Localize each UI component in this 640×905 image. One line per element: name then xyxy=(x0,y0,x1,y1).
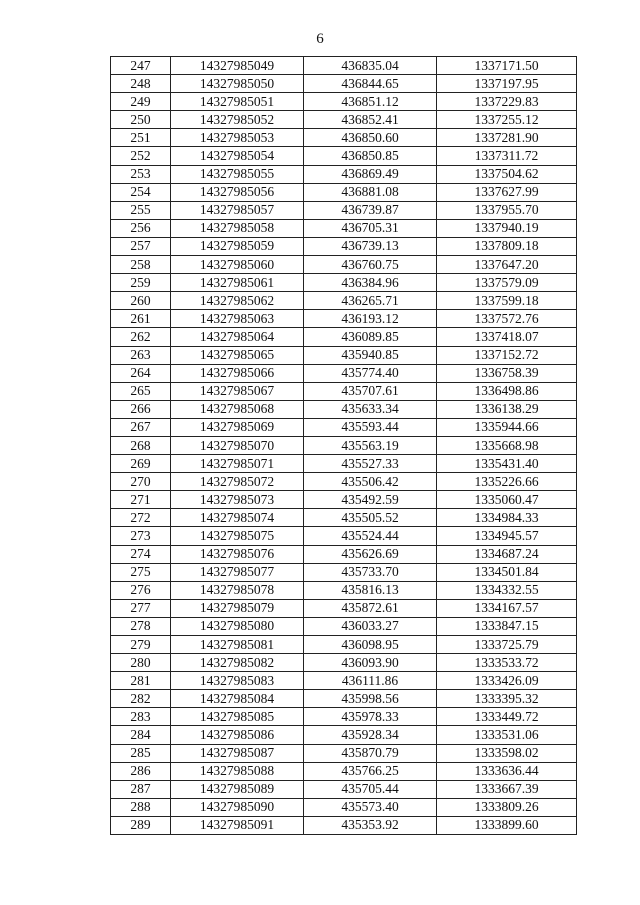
x-coordinate-cell: 436384.96 xyxy=(304,274,437,292)
table-row xyxy=(111,509,577,527)
point-id-cell: 14327985072 xyxy=(171,473,304,491)
y-coordinate-cell: 1333426.09 xyxy=(437,672,577,690)
point-id-cell: 14327985081 xyxy=(171,636,304,654)
x-coordinate-cell: 436093.90 xyxy=(304,654,437,672)
y-coordinate-cell: 1337418.07 xyxy=(437,328,577,346)
point-number-cell: 256 xyxy=(111,219,171,237)
y-coordinate-cell: 1337572.76 xyxy=(437,310,577,328)
point-number-cell: 250 xyxy=(111,111,171,129)
y-coordinate-cell: 1333533.72 xyxy=(437,654,577,672)
table-row xyxy=(111,780,577,798)
point-id-cell: 14327985049 xyxy=(171,57,304,75)
y-coordinate-cell: 1334945.57 xyxy=(437,527,577,545)
point-id-cell: 14327985082 xyxy=(171,654,304,672)
table-row xyxy=(111,346,577,364)
table-row xyxy=(111,690,577,708)
y-coordinate-cell: 1336138.29 xyxy=(437,400,577,418)
point-id-cell: 14327985079 xyxy=(171,599,304,617)
table-row xyxy=(111,310,577,328)
table-row xyxy=(111,292,577,310)
x-coordinate-cell: 436869.49 xyxy=(304,165,437,183)
x-coordinate-cell: 435766.25 xyxy=(304,762,437,780)
y-coordinate-cell: 1333395.32 xyxy=(437,690,577,708)
y-coordinate-cell: 1334501.84 xyxy=(437,563,577,581)
x-coordinate-cell: 435626.69 xyxy=(304,545,437,563)
point-id-cell: 14327985088 xyxy=(171,762,304,780)
table-row xyxy=(111,237,577,255)
x-coordinate-cell: 436851.12 xyxy=(304,93,437,111)
y-coordinate-cell: 1333725.79 xyxy=(437,636,577,654)
point-id-cell: 14327985054 xyxy=(171,147,304,165)
point-number-cell: 258 xyxy=(111,256,171,274)
x-coordinate-cell: 436111.86 xyxy=(304,672,437,690)
point-id-cell: 14327985076 xyxy=(171,545,304,563)
point-number-cell: 287 xyxy=(111,780,171,798)
x-coordinate-cell: 436760.75 xyxy=(304,256,437,274)
y-coordinate-cell: 1336498.86 xyxy=(437,382,577,400)
x-coordinate-cell: 436033.27 xyxy=(304,617,437,635)
x-coordinate-cell: 435733.70 xyxy=(304,563,437,581)
point-id-cell: 14327985091 xyxy=(171,816,304,834)
table-row xyxy=(111,111,577,129)
point-number-cell: 257 xyxy=(111,237,171,255)
point-id-cell: 14327985060 xyxy=(171,256,304,274)
x-coordinate-cell: 435707.61 xyxy=(304,382,437,400)
point-number-cell: 260 xyxy=(111,292,171,310)
x-coordinate-cell: 435492.59 xyxy=(304,491,437,509)
y-coordinate-cell: 1337281.90 xyxy=(437,129,577,147)
y-coordinate-cell: 1335060.47 xyxy=(437,491,577,509)
x-coordinate-cell: 435998.56 xyxy=(304,690,437,708)
coordinates-table xyxy=(110,56,577,835)
x-coordinate-cell: 435928.34 xyxy=(304,726,437,744)
y-coordinate-cell: 1337599.18 xyxy=(437,292,577,310)
point-id-cell: 14327985053 xyxy=(171,129,304,147)
table-row xyxy=(111,57,577,75)
table-row xyxy=(111,581,577,599)
table-row xyxy=(111,744,577,762)
x-coordinate-cell: 436835.04 xyxy=(304,57,437,75)
x-coordinate-cell: 435506.42 xyxy=(304,473,437,491)
y-coordinate-cell: 1337627.99 xyxy=(437,183,577,201)
point-id-cell: 14327985070 xyxy=(171,436,304,454)
point-number-cell: 284 xyxy=(111,726,171,744)
x-coordinate-cell: 435940.85 xyxy=(304,346,437,364)
page-number: 6 xyxy=(316,31,324,47)
point-id-cell: 14327985055 xyxy=(171,165,304,183)
x-coordinate-cell: 436844.65 xyxy=(304,75,437,93)
x-coordinate-cell: 435505.52 xyxy=(304,509,437,527)
point-number-cell: 288 xyxy=(111,798,171,816)
point-id-cell: 14327985062 xyxy=(171,292,304,310)
x-coordinate-cell: 435593.44 xyxy=(304,418,437,436)
table-row xyxy=(111,256,577,274)
table-row xyxy=(111,708,577,726)
point-number-cell: 276 xyxy=(111,581,171,599)
point-id-cell: 14327985084 xyxy=(171,690,304,708)
point-id-cell: 14327985066 xyxy=(171,364,304,382)
point-number-cell: 267 xyxy=(111,418,171,436)
table-row xyxy=(111,527,577,545)
point-number-cell: 259 xyxy=(111,274,171,292)
point-id-cell: 14327985050 xyxy=(171,75,304,93)
point-id-cell: 14327985063 xyxy=(171,310,304,328)
x-coordinate-cell: 435705.44 xyxy=(304,780,437,798)
point-number-cell: 273 xyxy=(111,527,171,545)
point-number-cell: 262 xyxy=(111,328,171,346)
y-coordinate-cell: 1335944.66 xyxy=(437,418,577,436)
y-coordinate-cell: 1334687.24 xyxy=(437,545,577,563)
point-id-cell: 14327985085 xyxy=(171,708,304,726)
point-id-cell: 14327985067 xyxy=(171,382,304,400)
table-row xyxy=(111,400,577,418)
point-number-cell: 280 xyxy=(111,654,171,672)
point-number-cell: 255 xyxy=(111,201,171,219)
y-coordinate-cell: 1333667.39 xyxy=(437,780,577,798)
y-coordinate-cell: 1337579.09 xyxy=(437,274,577,292)
y-coordinate-cell: 1337197.95 xyxy=(437,75,577,93)
point-number-cell: 283 xyxy=(111,708,171,726)
table-body xyxy=(111,57,577,835)
x-coordinate-cell: 435573.40 xyxy=(304,798,437,816)
table-row xyxy=(111,762,577,780)
point-id-cell: 14327985087 xyxy=(171,744,304,762)
point-id-cell: 14327985075 xyxy=(171,527,304,545)
point-id-cell: 14327985059 xyxy=(171,237,304,255)
x-coordinate-cell: 435816.13 xyxy=(304,581,437,599)
y-coordinate-cell: 1333636.44 xyxy=(437,762,577,780)
point-number-cell: 263 xyxy=(111,346,171,364)
table-row xyxy=(111,636,577,654)
point-id-cell: 14327985073 xyxy=(171,491,304,509)
y-coordinate-cell: 1333809.26 xyxy=(437,798,577,816)
point-number-cell: 265 xyxy=(111,382,171,400)
table-row xyxy=(111,726,577,744)
table-row xyxy=(111,93,577,111)
point-number-cell: 269 xyxy=(111,455,171,473)
point-id-cell: 14327985080 xyxy=(171,617,304,635)
x-coordinate-cell: 436881.08 xyxy=(304,183,437,201)
x-coordinate-cell: 435872.61 xyxy=(304,599,437,617)
point-number-cell: 278 xyxy=(111,617,171,635)
x-coordinate-cell: 436850.60 xyxy=(304,129,437,147)
point-number-cell: 261 xyxy=(111,310,171,328)
table-row xyxy=(111,165,577,183)
table-row xyxy=(111,328,577,346)
point-id-cell: 14327985083 xyxy=(171,672,304,690)
y-coordinate-cell: 1335668.98 xyxy=(437,436,577,454)
y-coordinate-cell: 1333598.02 xyxy=(437,744,577,762)
x-coordinate-cell: 435353.92 xyxy=(304,816,437,834)
y-coordinate-cell: 1337809.18 xyxy=(437,237,577,255)
table-row xyxy=(111,147,577,165)
x-coordinate-cell: 436850.85 xyxy=(304,147,437,165)
table-row xyxy=(111,75,577,93)
point-number-cell: 275 xyxy=(111,563,171,581)
x-coordinate-cell: 436852.41 xyxy=(304,111,437,129)
y-coordinate-cell: 1337955.70 xyxy=(437,201,577,219)
point-id-cell: 14327985058 xyxy=(171,219,304,237)
table-row xyxy=(111,436,577,454)
table-row xyxy=(111,617,577,635)
point-number-cell: 253 xyxy=(111,165,171,183)
point-id-cell: 14327985090 xyxy=(171,798,304,816)
y-coordinate-cell: 1337940.19 xyxy=(437,219,577,237)
point-number-cell: 254 xyxy=(111,183,171,201)
point-number-cell: 248 xyxy=(111,75,171,93)
y-coordinate-cell: 1337647.20 xyxy=(437,256,577,274)
table-row xyxy=(111,183,577,201)
point-number-cell: 266 xyxy=(111,400,171,418)
point-number-cell: 252 xyxy=(111,147,171,165)
y-coordinate-cell: 1333899.60 xyxy=(437,816,577,834)
y-coordinate-cell: 1333531.06 xyxy=(437,726,577,744)
point-id-cell: 14327985089 xyxy=(171,780,304,798)
table-row xyxy=(111,455,577,473)
x-coordinate-cell: 435978.33 xyxy=(304,708,437,726)
point-id-cell: 14327985061 xyxy=(171,274,304,292)
y-coordinate-cell: 1333449.72 xyxy=(437,708,577,726)
point-id-cell: 14327985065 xyxy=(171,346,304,364)
y-coordinate-cell: 1337152.72 xyxy=(437,346,577,364)
point-id-cell: 14327985077 xyxy=(171,563,304,581)
point-id-cell: 14327985056 xyxy=(171,183,304,201)
point-id-cell: 14327985074 xyxy=(171,509,304,527)
table-row xyxy=(111,563,577,581)
table-row xyxy=(111,599,577,617)
point-id-cell: 14327985052 xyxy=(171,111,304,129)
y-coordinate-cell: 1337229.83 xyxy=(437,93,577,111)
table-row xyxy=(111,201,577,219)
point-number-cell: 251 xyxy=(111,129,171,147)
y-coordinate-cell: 1336758.39 xyxy=(437,364,577,382)
x-coordinate-cell: 435774.40 xyxy=(304,364,437,382)
point-number-cell: 281 xyxy=(111,672,171,690)
table-row xyxy=(111,491,577,509)
point-id-cell: 14327985078 xyxy=(171,581,304,599)
y-coordinate-cell: 1335431.40 xyxy=(437,455,577,473)
point-number-cell: 285 xyxy=(111,744,171,762)
table-row xyxy=(111,798,577,816)
x-coordinate-cell: 435524.44 xyxy=(304,527,437,545)
table-row xyxy=(111,816,577,834)
table-row xyxy=(111,654,577,672)
point-number-cell: 271 xyxy=(111,491,171,509)
point-id-cell: 14327985057 xyxy=(171,201,304,219)
x-coordinate-cell: 435633.34 xyxy=(304,400,437,418)
table-row xyxy=(111,473,577,491)
y-coordinate-cell: 1337311.72 xyxy=(437,147,577,165)
point-number-cell: 272 xyxy=(111,509,171,527)
table-row xyxy=(111,418,577,436)
y-coordinate-cell: 1337504.62 xyxy=(437,165,577,183)
point-id-cell: 14327985071 xyxy=(171,455,304,473)
table-row xyxy=(111,382,577,400)
point-number-cell: 282 xyxy=(111,690,171,708)
x-coordinate-cell: 436089.85 xyxy=(304,328,437,346)
point-id-cell: 14327985068 xyxy=(171,400,304,418)
point-number-cell: 249 xyxy=(111,93,171,111)
y-coordinate-cell: 1337171.50 xyxy=(437,57,577,75)
table-row xyxy=(111,129,577,147)
y-coordinate-cell: 1334984.33 xyxy=(437,509,577,527)
point-id-cell: 14327985064 xyxy=(171,328,304,346)
table-row xyxy=(111,274,577,292)
point-number-cell: 274 xyxy=(111,545,171,563)
table-row xyxy=(111,672,577,690)
x-coordinate-cell: 435527.33 xyxy=(304,455,437,473)
y-coordinate-cell: 1335226.66 xyxy=(437,473,577,491)
table-row xyxy=(111,364,577,382)
x-coordinate-cell: 435870.79 xyxy=(304,744,437,762)
x-coordinate-cell: 436098.95 xyxy=(304,636,437,654)
point-number-cell: 268 xyxy=(111,436,171,454)
point-number-cell: 277 xyxy=(111,599,171,617)
y-coordinate-cell: 1334167.57 xyxy=(437,599,577,617)
x-coordinate-cell: 436739.87 xyxy=(304,201,437,219)
x-coordinate-cell: 436705.31 xyxy=(304,219,437,237)
table-row xyxy=(111,545,577,563)
point-number-cell: 289 xyxy=(111,816,171,834)
point-id-cell: 14327985051 xyxy=(171,93,304,111)
y-coordinate-cell: 1337255.12 xyxy=(437,111,577,129)
y-coordinate-cell: 1334332.55 xyxy=(437,581,577,599)
point-number-cell: 286 xyxy=(111,762,171,780)
point-number-cell: 270 xyxy=(111,473,171,491)
x-coordinate-cell: 435563.19 xyxy=(304,436,437,454)
point-number-cell: 279 xyxy=(111,636,171,654)
x-coordinate-cell: 436739.13 xyxy=(304,237,437,255)
x-coordinate-cell: 436193.12 xyxy=(304,310,437,328)
point-id-cell: 14327985069 xyxy=(171,418,304,436)
point-number-cell: 264 xyxy=(111,364,171,382)
y-coordinate-cell: 1333847.15 xyxy=(437,617,577,635)
point-id-cell: 14327985086 xyxy=(171,726,304,744)
table-row xyxy=(111,219,577,237)
x-coordinate-cell: 436265.71 xyxy=(304,292,437,310)
point-number-cell: 247 xyxy=(111,57,171,75)
